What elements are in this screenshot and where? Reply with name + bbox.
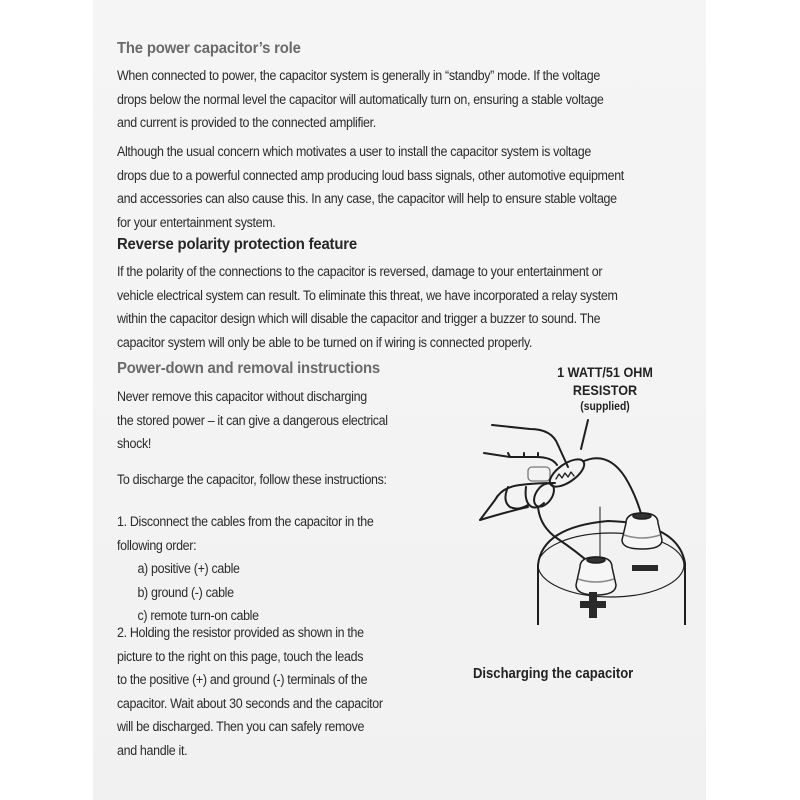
text-line: picture to the right on this page, touch the leads xyxy=(117,648,364,664)
text-line: drops below the normal level the capacitor will automatically turn on, ensuring a stable voltage xyxy=(117,91,604,107)
text-line: and current is provided to the connected amplifier. xyxy=(117,115,376,130)
section-heading-power-down: Power-down and removal instructions xyxy=(117,360,381,377)
figure-caption: Discharging the capacitor xyxy=(473,666,634,682)
resistor-label-line2: RESISTOR xyxy=(572,382,638,398)
text-line: 1. Disconnect the cables from the capacitor in the xyxy=(117,514,374,529)
text-line: capacitor system will only be able to be turned on if wiring is connected properly. xyxy=(117,334,533,350)
resistor-lead-negative xyxy=(584,458,642,517)
text-line: shock! xyxy=(117,436,152,451)
text-line: for your entertainment system. xyxy=(117,214,276,230)
text-line: following order: xyxy=(117,537,197,553)
negative-terminal-icon xyxy=(622,513,662,549)
section-heading-reverse-polarity: Reverse polarity protection feature xyxy=(117,236,357,253)
discharging-capacitor-illustration xyxy=(440,415,700,625)
text-line: 2. Holding the resistor provided as shown in the xyxy=(117,625,364,640)
instruction-step-1 xyxy=(117,510,373,628)
resistor-lead-positive xyxy=(538,507,592,565)
section-heading-capacitor-role: The power capacitor’s role xyxy=(117,40,301,57)
paragraph-discharge-intro: To discharge the capacitor, follow these instructions: xyxy=(117,472,387,487)
positive-terminal-icon xyxy=(576,557,616,595)
hand-finger-icon xyxy=(492,425,568,467)
resistor-label-line3: (supplied) xyxy=(580,401,630,413)
text-line: capacitor. Wait about 30 seconds and the capacitor xyxy=(117,695,383,711)
list-item: a) positive (+) cable xyxy=(137,561,240,576)
text-line: within the capacitor design which will disable the capacitor and trigger a buzzer to sound. The xyxy=(117,311,601,326)
instruction-step-2 xyxy=(117,621,383,762)
paragraph-reverse-polarity xyxy=(117,260,618,354)
text-line: If the polarity of the connections to the capacitor is reversed, damage to your entertainment or xyxy=(117,264,603,279)
text-line: vehicle electrical system can result. To eliminate this threat, we have incorporated a relay system xyxy=(117,287,618,303)
paragraph-voltage-drops xyxy=(117,140,624,234)
text-line: and accessories can also cause this. In any case, the capacitor will help to ensure stable voltage xyxy=(117,191,617,206)
negative-symbol-icon xyxy=(632,565,658,571)
list-item: c) remote turn-on cable xyxy=(137,608,259,623)
text-line: Although the usual concern which motivates a user to install the capacitor system is voltage xyxy=(117,144,591,159)
positive-symbol-icon xyxy=(580,592,606,618)
paragraph-standby-mode xyxy=(117,64,604,135)
text-line: Never remove this capacitor without discharging xyxy=(117,389,367,404)
pointer-line xyxy=(581,420,588,449)
text-line: to the positive (+) and ground (-) terminals of the xyxy=(117,672,368,687)
paragraph-warning xyxy=(117,385,388,456)
text-line: the stored power – it can give a dangerous electrical xyxy=(117,412,388,428)
text-line: will be discharged. Then you can safely remove xyxy=(117,719,365,734)
list-item: b) ground (-) cable xyxy=(137,584,234,600)
text-line: drops due to a powerful connected amp producing loud bass signals, other automotive equipment xyxy=(117,167,624,183)
resistor-label-line1: 1 WATT/51 OHM xyxy=(557,364,653,380)
text-line: When connected to power, the capacitor system is generally in “standby” mode. If the voltage xyxy=(117,68,600,83)
text-line: and handle it. xyxy=(117,742,188,758)
